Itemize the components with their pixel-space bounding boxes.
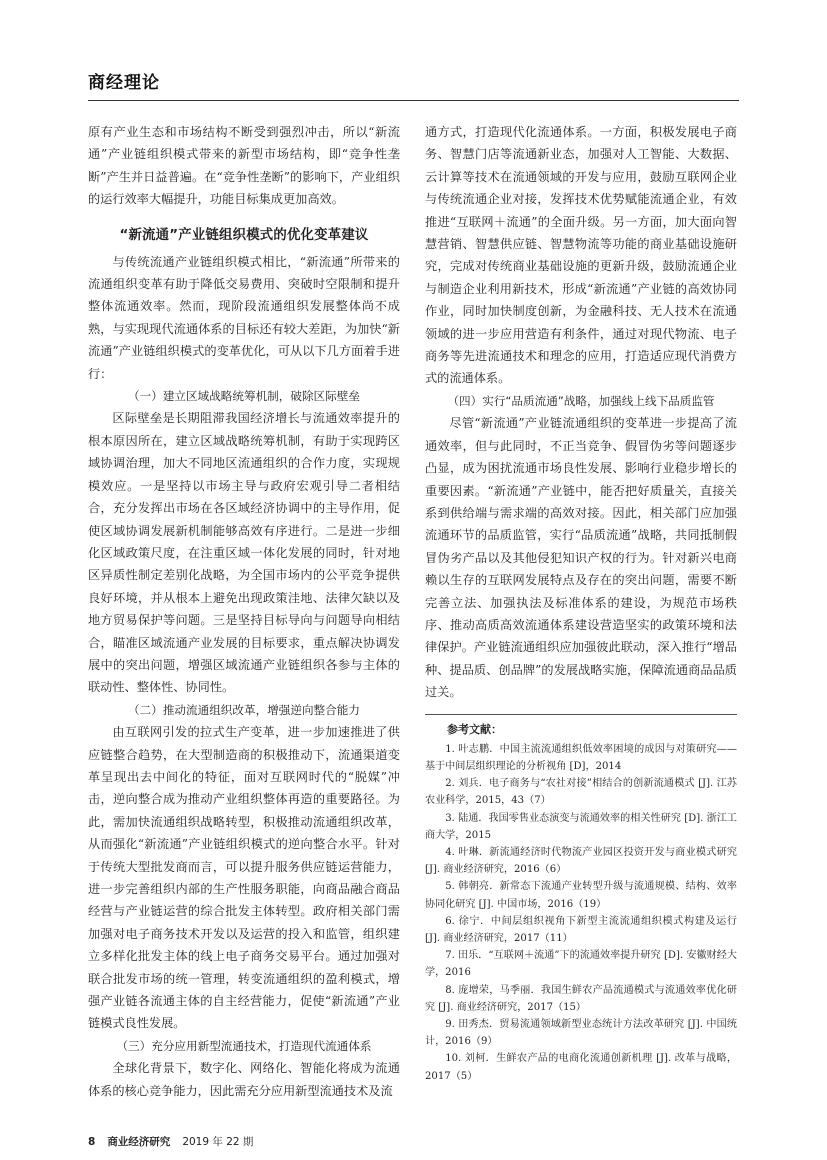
reference-item: 5. 韩朝亮．新常态下流通产业转型升级与流通规模、结构、效率协同化研究 [J]. 中国市场，2016（19）	[425, 881, 737, 910]
references-section	[425, 714, 737, 1085]
reference-item: 1. 叶志鹏．中国主流流通组织低效率困境的成因与对策研究——基于中间层组织理论的分析视角 [D]，2014	[425, 743, 737, 772]
subheading-2: （二）推动流通组织改革，增强逆向整合能力	[128, 702, 360, 717]
references-title: 参考文献：	[447, 722, 502, 736]
paragraph: 由互联网引发的拉式生产变革，进一步加速推进了供应链整合趋势，在大型制造商的积极推动下，流通渠道变革呈现出去中间化的特征，面对互联网时代的“脱媒”冲击，逆向整合成为推动产业组织整体再造的重要路径。为此，需加快流通组织战略转型，积极推动流通组织改革，从而强化“新流通”产业链组织模式的逆向整合水平。针对于传统大型批发商而言，可以提升服务供应链运营能力，进一步完善组织内部的生产性服务职能，向商品融合商品经营与产业链运营的综合批发主体转型。政府相关部门需加强对电子商务技术开发以及运营的投入和监管，组织建立多样化批发主体的线上电子商务交易平台。通过加强对联合批发市场的统一管理，转变流通组织的盈利模式，增强产业链各流通主体的自主经营能力，促使“新流通”产业链模式良性发展。	[88, 725, 400, 1031]
reference-item: 2. 刘兵．电子商务与“农社对接”相结合的创新流通模式 [J]. 江苏农业科学，2015，43（7）	[425, 778, 737, 807]
page-footer	[88, 1134, 253, 1149]
right-column	[425, 121, 737, 1085]
issue-label: 2019 年 22 期	[182, 1136, 254, 1148]
paragraph: 全球化背景下，数字化、网络化、智能化将成为流通体系的核心竞争能力，因此需充分应用新型流通技术及流	[88, 1061, 400, 1098]
left-column	[88, 121, 400, 1102]
subheading-3: （三）充分应用新型流通技术，打造现代流通体系	[116, 1038, 372, 1053]
subheading-1: （一）建立区域战略统筹机制，破除区际壁垒	[128, 389, 360, 404]
paragraph: 通方式，打造现代化流通体系。一方面，积极发展电子商务、智慧门店等流通新业态，加强对人工智能、大数据、云计算等技术在流通领域的开发与应用，鼓励互联网企业与传统流通企业对接，发挥技术优势赋能流通企业，有效推进“互联网＋流通”的全面升级。另一方面，加大面向智慧营销、智慧供应链、智慧物流等功能的商业基础设施研究，完成对传统商业基础设施的更新升级，鼓励流通企业与制造企业利用新技术，形成“新流通”产业链的高效协同作业，同时加快制度创新，为金融科技、无人技术在流通领域的进一步应用营造有利条件，通过对现代物流、电子商务等先进流通技术和理念的应用，打造适应现代消费方式的流通体系。	[425, 125, 737, 386]
reference-item: 10. 刘柯．生鲜农产品的电商化流通创新机理 [J]. 改革与战略，2017（5）	[425, 1053, 737, 1082]
paragraph: 与传统流通产业链组织模式相比，“新流通”所带来的流通组织变革有助于降低交易费用、突破时空限制和提升整体流通效率。然而，现阶段流通组织发展整体尚不成熟，与实现现代流通体系的目标还有较大差距，为加快“新流通”产业链组织模式的变革优化，可从以下几方面着手进行：	[88, 254, 400, 381]
references-list	[425, 741, 737, 1085]
reference-item: 6. 徐宁．中间层组织视角下新型主流流通组织模式构建及运行 [J]. 商业经济研究，2017（11）	[425, 915, 737, 944]
header-rule	[88, 100, 739, 101]
reference-item: 9. 田秀杰．贸易流通领域新型业态统计方法改革研究 [J]. 中国统计，2016（9）	[425, 1019, 737, 1048]
section-heading: “新流通”产业链组织模式的优化变革建议	[119, 227, 369, 243]
reference-item: 7. 田乐．“互联网＋流通”下的流通效率提升研究 [D]. 安徽财经大学，2016	[425, 950, 737, 979]
subheading-4: （四）实行“品质流通”战略，加强线上线下品质监管	[447, 393, 715, 408]
page-number: 8	[88, 1136, 96, 1148]
reference-item: 8. 庞增荣，马季丽．我国生鲜农产品流通模式与流通效率优化研究 [J]. 商业经济研究，2017（15）	[425, 984, 737, 1013]
paragraph: 尽管“新流通”产业链流通组织的变革进一步提高了流通效率，但与此同时，不正当竞争、假冒伪劣等问题逐步凸显，成为困扰流通市场良性发展、影响行业稳步增长的重要因素。“新流通”产业链中，能否把好质量关，直接关系到供给端与需求端的高效对接。因此，相关部门应加强流通环节的品质监管，实行“品质流通”战略，共同抵制假冒伪劣产品以及其他侵犯知识产权的行为。针对新兴电商赖以生存的互联网发展特点及存在的突出问题，需要不断完善立法、加强执法及标准体系的建设，为规范市场秩序、推动高质高效流通体系建设营造坚实的政策环境和法律保护。产业链流通组织应加强彼此联动，深入推行“增品种、提品质、创品牌”的发展战略实施，保障流通商品品质过关。	[425, 416, 737, 700]
journal-name: 商业经济研究	[107, 1136, 171, 1148]
section-header: 商经理论	[88, 73, 160, 93]
reference-item: 3. 陆通．我国零售业态演变与流通效率的相关性研究 [D]. 浙江工商大学，2015	[425, 812, 737, 841]
reference-item: 4. 叶琳．新流通经济时代物流产业园区投资开发与商业模式研究 [J]. 商业经济研究，2016（6）	[425, 846, 737, 876]
intro-paragraph: 原有产业生态和市场结构不断受到强烈冲击，所以“新流通”产业链组织模式带来的新型市场结构，即“竞争性垄断”产生并日益普遍。在“竞争性垄断”的影响下，产业组织的运行效率大幅提升，功能目标集成更加高效。	[88, 125, 400, 207]
paragraph: 区际壁垒是长期阻滞我国经济增长与流通效率提升的根本原因所在，建立区域战略统筹机制，有助于实现跨区域协调治理，加大不同地区流通组织的合作力度，实现规模效应。一是坚持以市场主导与政府宏观引导二者相结合，充分发挥出市场在各区域经济协调中的主导作用，促使区域协调发展新机制能够高效有序进行。二是进一步细化区域政策尺度，在注重区域一体化发展的同时，针对地区异质性制定差别化战略，为全国市场内的公平竞争提供良好环境，并从根本上避免出现政策洼地、法律欠缺以及地方贸易保护等问题。三是坚持目标导向与问题导向相结合，瞄准区域流通产业发展的目标要求，重点解决协调发展中的突出问题，增强区域流通产业链组织各参与主体的联动性、整体性、协同性。	[88, 411, 400, 695]
